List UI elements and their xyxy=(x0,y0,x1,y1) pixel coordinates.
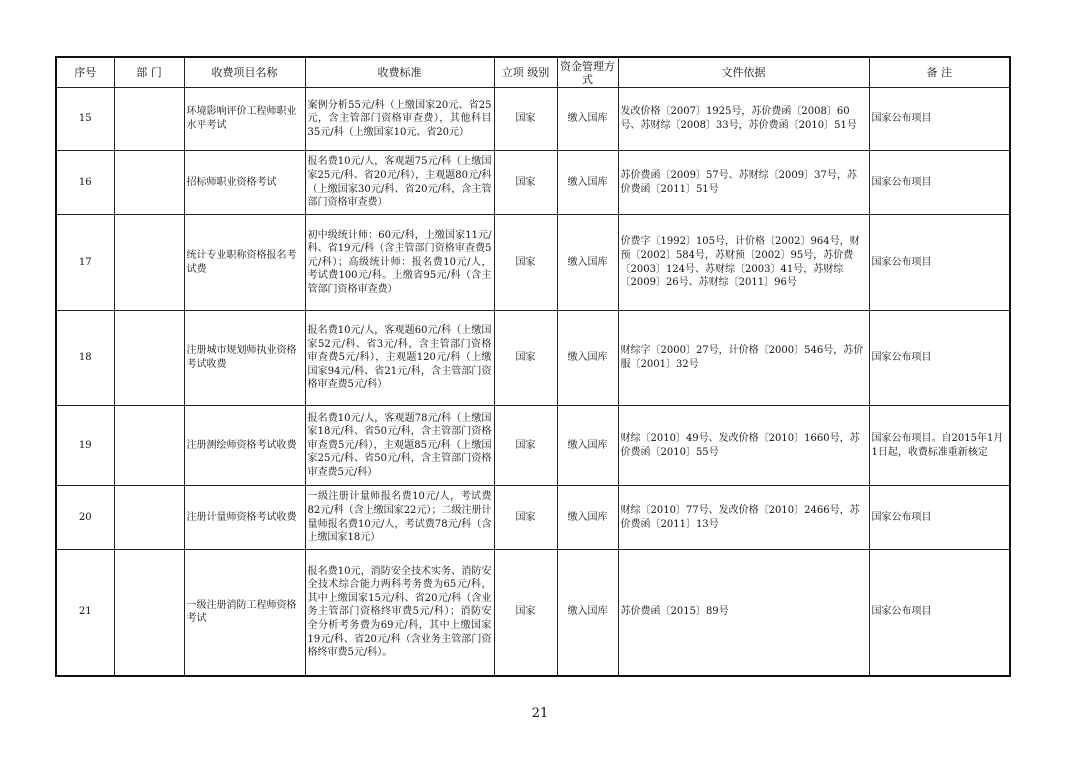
cell-standard: 报名费10元/人，客观题78元/科（上缴国家18元/科、省50元/科，含主管部门资格审查费5元/科），主观题85元/科（上缴国家25元/科、省50元/科，含主管部门资格审查费5元/科） xyxy=(305,406,494,486)
cell-dept xyxy=(114,215,184,311)
cell-remark: 国家公布项目 xyxy=(869,550,1010,676)
cell-remark: 国家公布项目。自2015年1月1日起，收费标准重新核定 xyxy=(869,406,1010,486)
cell-basis: 苏价费函〔2015〕89号 xyxy=(618,550,869,676)
table-row xyxy=(56,406,1010,486)
cell-dept xyxy=(114,486,184,550)
cell-dept xyxy=(114,88,184,151)
cell-fund: 缴入国库 xyxy=(557,486,618,550)
cell-level: 国家 xyxy=(494,311,557,406)
cell-basis: 财综〔2010〕49号、发改价格〔2010〕1660号，苏价费函〔2010〕55号 xyxy=(618,406,869,486)
cell-dept xyxy=(114,406,184,486)
cell-basis: 财综字〔2000〕27号，计价格〔2000〕546号，苏价服〔2001〕32号 xyxy=(618,311,869,406)
cell-name: 注册测绘师资格考试收费 xyxy=(184,406,305,486)
cell-name: 统计专业职称资格报名考试费 xyxy=(184,215,305,311)
cell-remark: 国家公布项目 xyxy=(869,311,1010,406)
cell-remark: 国家公布项目 xyxy=(869,151,1010,215)
cell-basis: 价费字〔1992〕105号，计价格〔2002〕964号，财预〔2002〕584号，苏财预〔2002〕95号，苏价费〔2003〕124号、苏财综〔2003〕41号，苏财综〔2009〕26号、苏财综〔2011〕96号 xyxy=(618,215,869,311)
cell-name: 环境影响评价工程师职业水平考试 xyxy=(184,88,305,151)
cell-dept xyxy=(114,550,184,676)
cell-level: 国家 xyxy=(494,88,557,151)
cell-seq: 19 xyxy=(56,406,114,486)
cell-name: 注册城市规划师执业资格考试收费 xyxy=(184,311,305,406)
cell-fund: 缴入国库 xyxy=(557,311,618,406)
fee-table xyxy=(55,56,1011,677)
cell-level: 国家 xyxy=(494,151,557,215)
cell-seq: 15 xyxy=(56,88,114,151)
cell-fund: 缴入国库 xyxy=(557,215,618,311)
page-number: 21 xyxy=(531,706,549,721)
table-row xyxy=(56,550,1010,676)
cell-name: 注册计量师资格考试收费 xyxy=(184,486,305,550)
header-fund: 资金管理方式 xyxy=(557,57,618,88)
cell-seq: 17 xyxy=(56,215,114,311)
cell-level: 国家 xyxy=(494,550,557,676)
header-name: 收费项目名称 xyxy=(184,57,305,88)
cell-standard: 一级注册计量师报名费10元/人，考试费82元/科（含上缴国家22元）；二级注册计量师报名费10元/人，考试费78元/科（含上缴国家18元） xyxy=(305,486,494,550)
table-row xyxy=(56,215,1010,311)
table-row xyxy=(56,151,1010,215)
cell-standard: 报名费10元/人，客观题75元/科（上缴国家25元/科、省20元/科），主观题80元/科（上缴国家30元/科、省20元/科，含主管部门资格审查费） xyxy=(305,151,494,215)
header-standard: 收费标准 xyxy=(305,57,494,88)
header-basis: 文件依据 xyxy=(618,57,869,88)
cell-standard: 初中级统计师：60元/科，上缴国家11元/科、省19元/科（含主管部门资格审查费5元/科）；高级统计师：报名费10元/人，考试费100元/科。上缴省95元/科（含主管部门资格审查费） xyxy=(305,215,494,311)
cell-level: 国家 xyxy=(494,486,557,550)
cell-name: 一级注册消防工程师资格考试 xyxy=(184,550,305,676)
cell-fund: 缴入国库 xyxy=(557,406,618,486)
cell-seq: 18 xyxy=(56,311,114,406)
table-row xyxy=(56,486,1010,550)
cell-remark: 国家公布项目 xyxy=(869,215,1010,311)
cell-basis: 苏价费函〔2009〕57号、苏财综〔2009〕37号，苏价费函〔2011〕51号 xyxy=(618,151,869,215)
header-dept: 部 门 xyxy=(114,57,184,88)
cell-fund: 缴入国库 xyxy=(557,151,618,215)
cell-basis: 发改价格〔2007〕1925号，苏价费函〔2008〕60号、苏财综〔2008〕33号，苏价费函〔2010〕51号 xyxy=(618,88,869,151)
cell-level: 国家 xyxy=(494,215,557,311)
header-remark: 备 注 xyxy=(869,57,1010,88)
table-row xyxy=(56,88,1010,151)
header-level: 立项 级别 xyxy=(494,57,557,88)
cell-standard: 报名费10元，消防安全技术实务、消防安全技术综合能力两科考务费为65元/科，其中上缴国家15元/科、省20元/科（含业务主管部门资格终审费5元/科）；消防安全分析考务费为69元/科，其中上缴国家19元/科、省20元/科（含业务主管部门资格终审费5元/科）。 xyxy=(305,550,494,676)
cell-remark: 国家公布项目 xyxy=(869,88,1010,151)
cell-fund: 缴入国库 xyxy=(557,550,618,676)
cell-dept xyxy=(114,151,184,215)
table-row xyxy=(56,311,1010,406)
cell-standard: 报名费10元/人，客观题60元/科（上缴国家52元/科、省3元/科，含主管部门资格审查费5元/科），主观题120元/科（上缴国家94元/科、省21元/科，含主管部门资格审查费5元/科） xyxy=(305,311,494,406)
cell-remark: 国家公布项目 xyxy=(869,486,1010,550)
cell-seq: 21 xyxy=(56,550,114,676)
cell-name: 招标师职业资格考试 xyxy=(184,151,305,215)
cell-seq: 20 xyxy=(56,486,114,550)
header-seq: 序号 xyxy=(56,57,114,88)
cell-level: 国家 xyxy=(494,406,557,486)
table-header-row xyxy=(56,57,1010,88)
cell-standard: 案例分析55元/科（上缴国家20元、省25元，含主管部门资格审查费），其他科目35元/科（上缴国家10元、省20元） xyxy=(305,88,494,151)
cell-seq: 16 xyxy=(56,151,114,215)
cell-basis: 财综〔2010〕77号、发改价格〔2010〕2466号，苏价费函〔2011〕13号 xyxy=(618,486,869,550)
cell-dept xyxy=(114,311,184,406)
cell-fund: 缴入国库 xyxy=(557,88,618,151)
